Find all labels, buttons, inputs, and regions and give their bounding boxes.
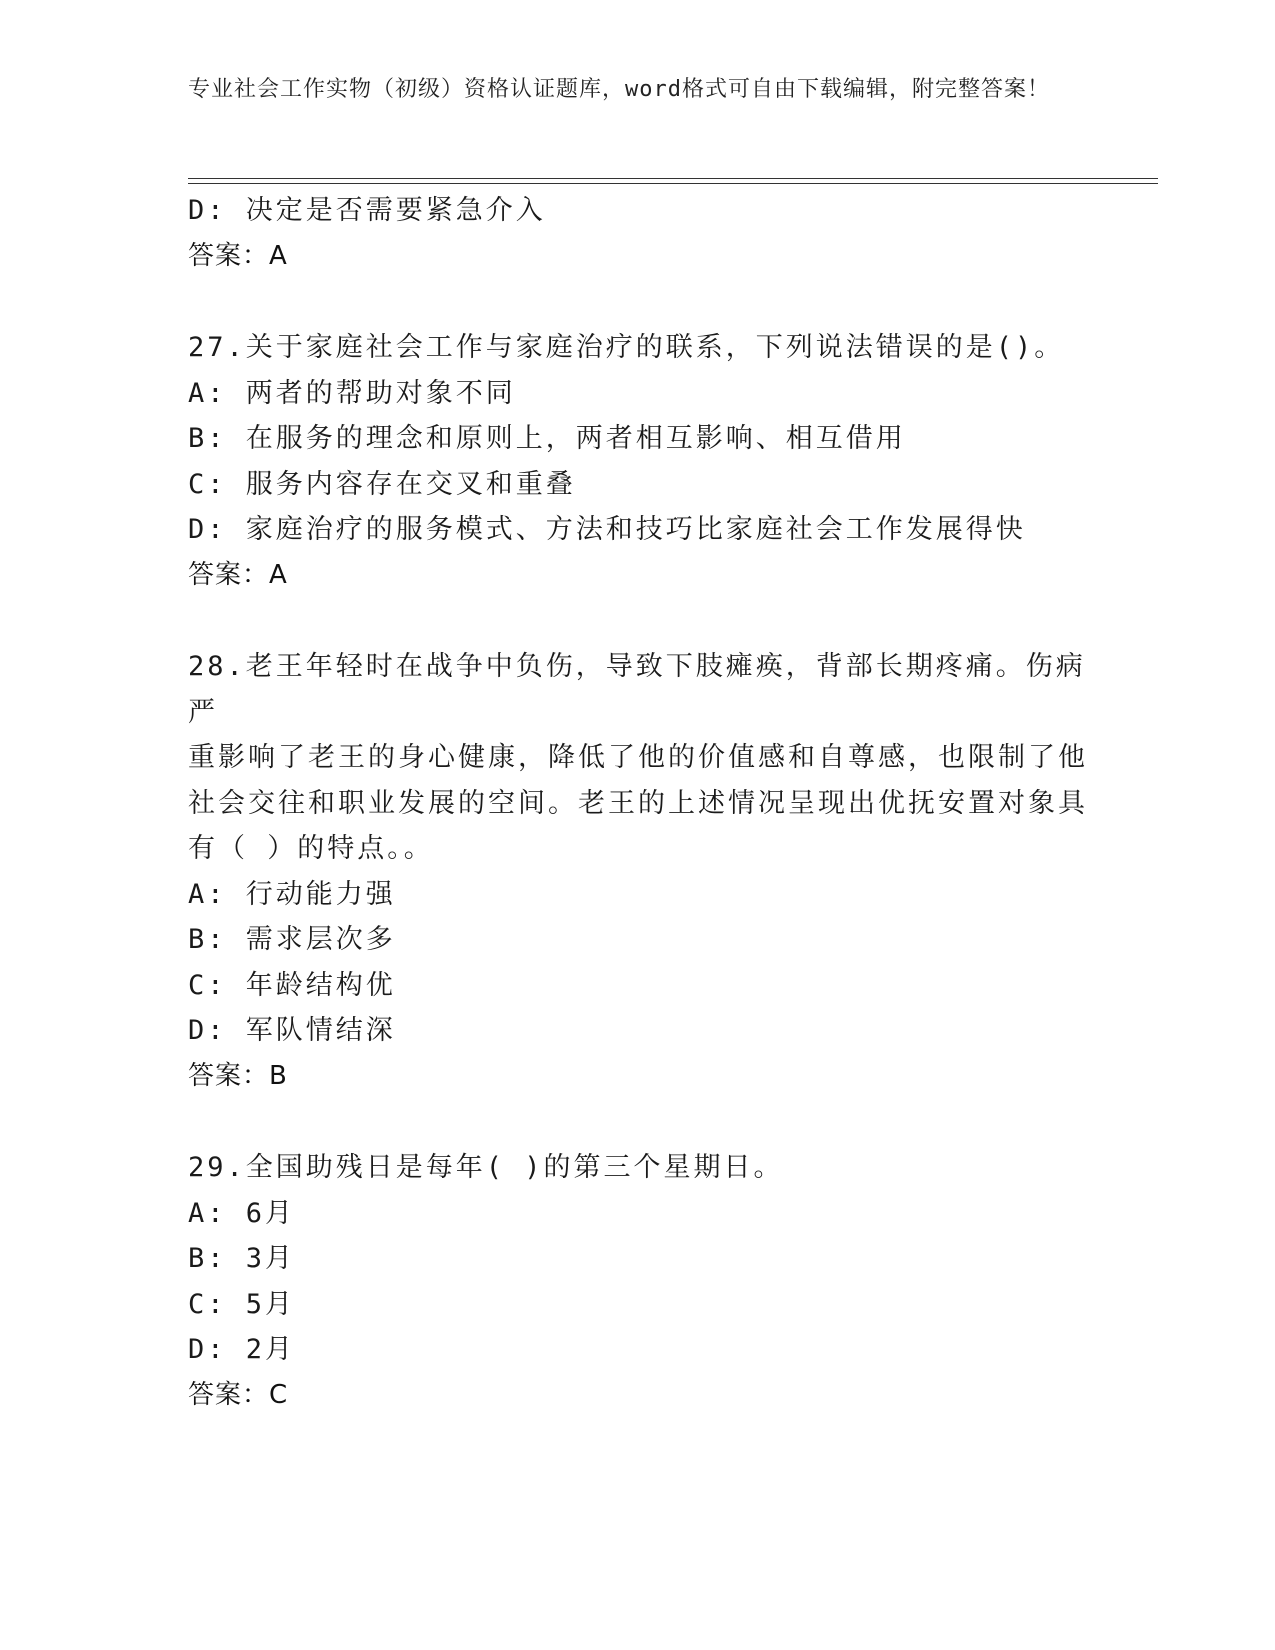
carryover-option-d: D: 决定是否需要紧急介入 <box>188 195 546 226</box>
option-c: C: 5月 <box>188 1288 296 1320</box>
option-c: C: 服务内容存在交叉和重叠 <box>188 468 576 500</box>
option-c: C: 年龄结构优 <box>188 969 396 1001</box>
option-b: B: 需求层次多 <box>188 924 396 955</box>
question-stem: 29.全国助残日是每年( )的第三个星期日。 <box>188 1152 784 1183</box>
option-d: D: 2月 <box>188 1334 296 1365</box>
header-rule-bottom <box>188 183 1158 184</box>
question-29 <box>188 1145 1088 1418</box>
spacer <box>188 279 1088 325</box>
question-28 <box>188 644 1088 1099</box>
spacer <box>188 598 1088 644</box>
option-d: D: 军队情结深 <box>188 1015 396 1046</box>
option-b: B: 在服务的理念和原则上，两者相互影响、相互借用 <box>188 423 906 454</box>
answer: 答案：B <box>188 1060 288 1091</box>
option-a: A: 6月 <box>188 1197 296 1229</box>
header-rule-top <box>188 178 1158 179</box>
question-stem: 28.老王年轻时在战争中负伤，导致下肢瘫痪，背部长期疼痛。伤病严 重影响了老王的身心健康，降低了他的价值感和自尊感，也限制了他 社会交往和职业发展的空间。老王的上述情况呈现出优抚安置对象具 有（ ）的特点。。 <box>188 651 1088 864</box>
document-header: 专业社会工作实物（初级）资格认证题库，word格式可自由下载编辑，附完整答案！ <box>188 77 1050 102</box>
spacer <box>188 1099 1088 1145</box>
answer: 答案：A <box>188 559 288 590</box>
option-a: A: 两者的帮助对象不同 <box>188 377 516 409</box>
option-a: A: 行动能力强 <box>188 878 396 910</box>
option-b: B: 3月 <box>188 1243 296 1274</box>
question-content <box>188 188 1088 1418</box>
question-27 <box>188 325 1088 598</box>
question-stem: 27.关于家庭社会工作与家庭治疗的联系，下列说法错误的是()。 <box>188 332 1065 363</box>
option-d: D: 家庭治疗的服务模式、方法和技巧比家庭社会工作发展得快 <box>188 514 1026 545</box>
carryover-answer: 答案：A <box>188 240 288 271</box>
answer: 答案：C <box>188 1379 289 1410</box>
